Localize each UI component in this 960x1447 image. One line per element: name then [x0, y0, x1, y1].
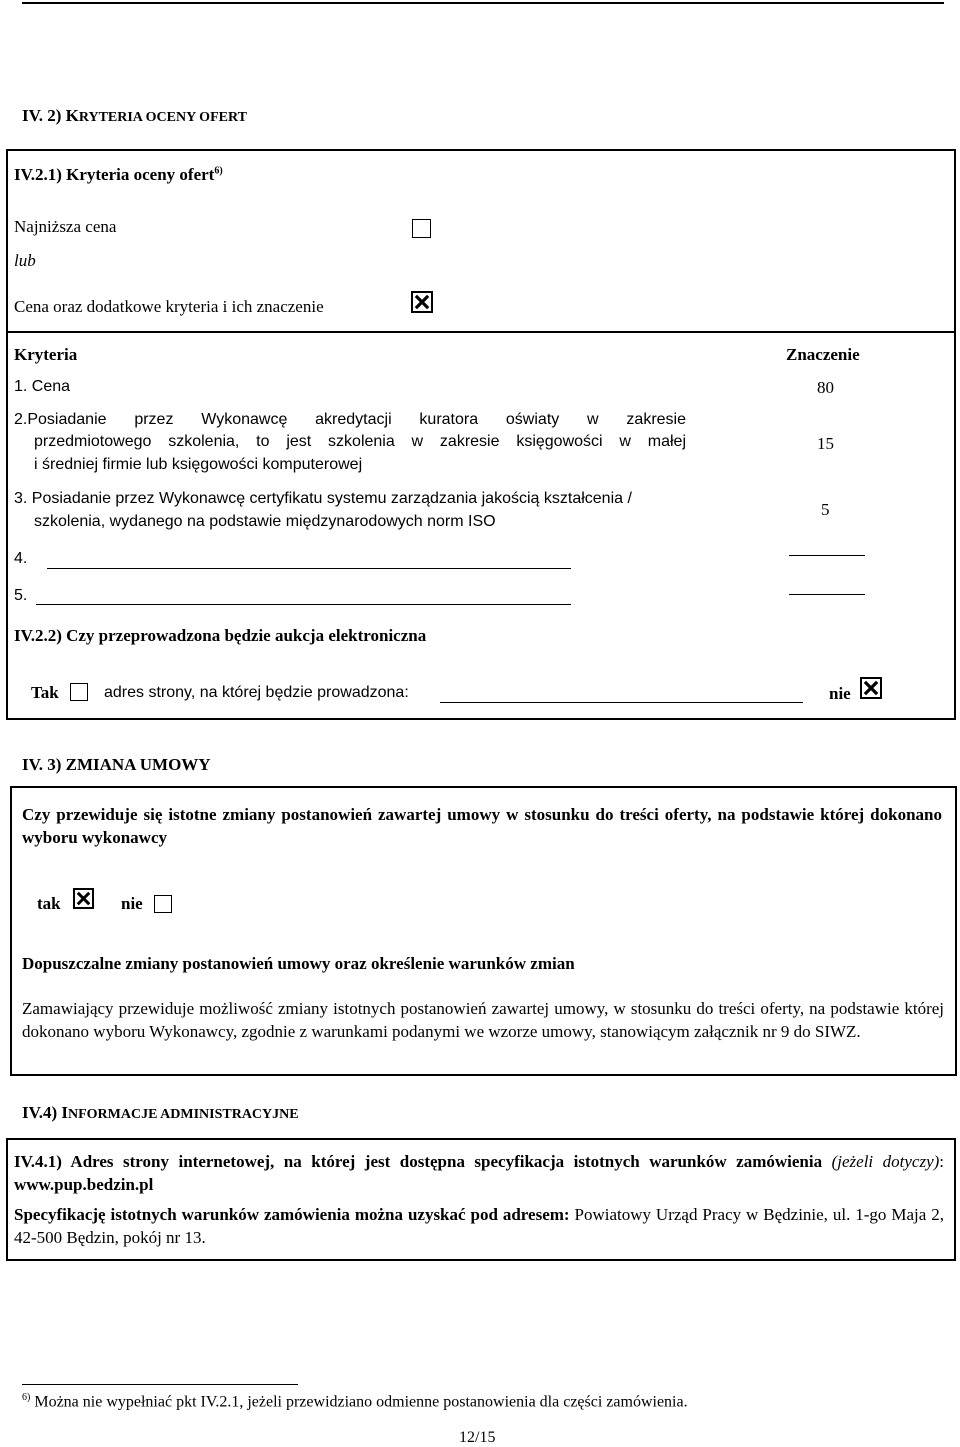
- col-criteria-header: Kryteria: [14, 345, 78, 364]
- col-weight-header: Znaczenie: [786, 345, 860, 364]
- criterion-5-weight-blank[interactable]: [789, 594, 865, 595]
- criterion-4-blank[interactable]: [47, 568, 571, 569]
- change-yes-label: tak: [37, 894, 61, 913]
- criterion-2-line2: przedmiotowego szkolenia, to jest szkolenia w zakresie księgowości w małej: [34, 433, 686, 450]
- auction-no-label: nie: [829, 684, 851, 703]
- change-yes-checkbox-checked[interactable]: [73, 888, 94, 909]
- website-note: (jeżeli dotyczy): [831, 1152, 940, 1171]
- criterion-4-text: 4.: [14, 550, 28, 567]
- auction-yes-checkbox[interactable]: [70, 683, 88, 701]
- criterion-1-text: 1. Cena: [14, 378, 71, 395]
- criterion-4-weight-blank[interactable]: [789, 555, 865, 556]
- section-iv2-heading: IV. 2) KRYTERIA OCENY OFERT: [22, 106, 247, 125]
- criteria-box-divider: [7, 331, 955, 333]
- auction-title: IV.2.2) Czy przeprowadzona będzie aukcja elektroniczna: [14, 626, 427, 645]
- auction-yes-label: Tak: [31, 683, 59, 702]
- auction-address-blank[interactable]: [440, 702, 803, 703]
- footnote: [22, 1392, 688, 1411]
- x-mark-icon: [414, 294, 430, 310]
- criterion-2-line1: 2.Posiadanie przez Wykonawcę akredytacji kuratora oświaty w zakresie: [14, 411, 686, 428]
- section-iv4-heading: IV.4) INFORMACJE ADMINISTRACYJNE: [22, 1103, 299, 1122]
- option-lowest-price-label: Najniższa cena: [14, 217, 117, 236]
- change-no-checkbox[interactable]: [154, 895, 172, 913]
- criterion-3-line2: szkolenia, wydanego na podstawie międzynarodowych norm ISO: [34, 513, 496, 530]
- criterion-5-text: 5.: [14, 587, 28, 604]
- auction-no-checkbox-checked[interactable]: [860, 677, 882, 699]
- allowed-changes-title: Dopuszczalne zmiany postanowień umowy oraz określenie warunków zmian: [22, 954, 575, 973]
- allowed-changes-text: Zamawiający przewiduje możliwość zmiany istotnych postanowień zawartej umowy, w stosunku do treści oferty, na podstawie której dokonano wyboru Wykonawcy, zgodnie z warunkami podanymi we wzorze umowy, stanowiącym załącznik nr 9 do SIWZ.: [22, 999, 944, 1041]
- x-mark-icon: [863, 680, 879, 696]
- footnote-text: Można nie wypełniać pkt IV.2.1, jeżeli przewidziano odmienne postanowienia dla części zamówienia.: [34, 1393, 688, 1411]
- footnote-marker: 6): [22, 1392, 31, 1403]
- section-iv3-heading: IV. 3) ZMIANA UMOWY: [22, 755, 211, 774]
- footnote-rule: [22, 1384, 298, 1385]
- price-plus-checkbox-checked[interactable]: [411, 291, 433, 313]
- criterion-3-weight: 5: [821, 500, 830, 519]
- criterion-1-weight: 80: [817, 378, 834, 397]
- website-url[interactable]: www.pup.bedzin.pl: [14, 1175, 154, 1194]
- lowest-price-checkbox[interactable]: [412, 219, 431, 238]
- page-number: 12/15: [459, 1429, 496, 1446]
- spec-label: Specyfikację istotnych warunków zamówienia można uzyskać pod adresem:: [14, 1205, 570, 1224]
- contract-change-question: Czy przewiduje się istotne zmiany postanowień zawartej umowy w stosunku do treści oferty, na podstawie której dokonano wyboru wykonawcy: [22, 805, 942, 847]
- criteria-title: IV.2.1) Kryteria oceny ofert$^{6)}$: [14, 165, 223, 184]
- option-or-label: lub: [14, 251, 36, 270]
- criterion-2-weight: 15: [817, 434, 834, 453]
- option-price-plus-label: Cena oraz dodatkowe kryteria i ich znaczenie: [14, 297, 324, 316]
- website-title: IV.4.1) Adres strony internetowej, na której jest dostępna specyfikacja istotnych warunków zamówienia: [14, 1152, 823, 1171]
- website-paragraph: IV.4.1) Adres strony internetowej, na której jest dostępna specyfikacja istotnych warunków zamówienia (jeżeli dotyczy): www.pup.bedzin.pl: [14, 1152, 945, 1194]
- spec-address: Powiatowy Urząd Pracy w Będzinie, ul. 1-go Maja 2, 42-500 Będzin, pokój nr 13.: [14, 1205, 944, 1247]
- criterion-3-line1: 3. Posiadanie przez Wykonawcę certyfikatu systemu zarządzania jakością kształcenia /: [14, 490, 632, 507]
- criterion-2-line3: i średniej firmie lub księgowości komputerowej: [34, 456, 363, 473]
- x-mark-icon: [76, 891, 91, 906]
- auction-address-label: adres strony, na której będzie prowadzona:: [104, 684, 409, 701]
- top-rule: [22, 2, 944, 4]
- change-no-label: nie: [121, 894, 143, 913]
- spec-paragraph: [14, 1203, 944, 1249]
- criterion-5-blank[interactable]: [36, 604, 571, 605]
